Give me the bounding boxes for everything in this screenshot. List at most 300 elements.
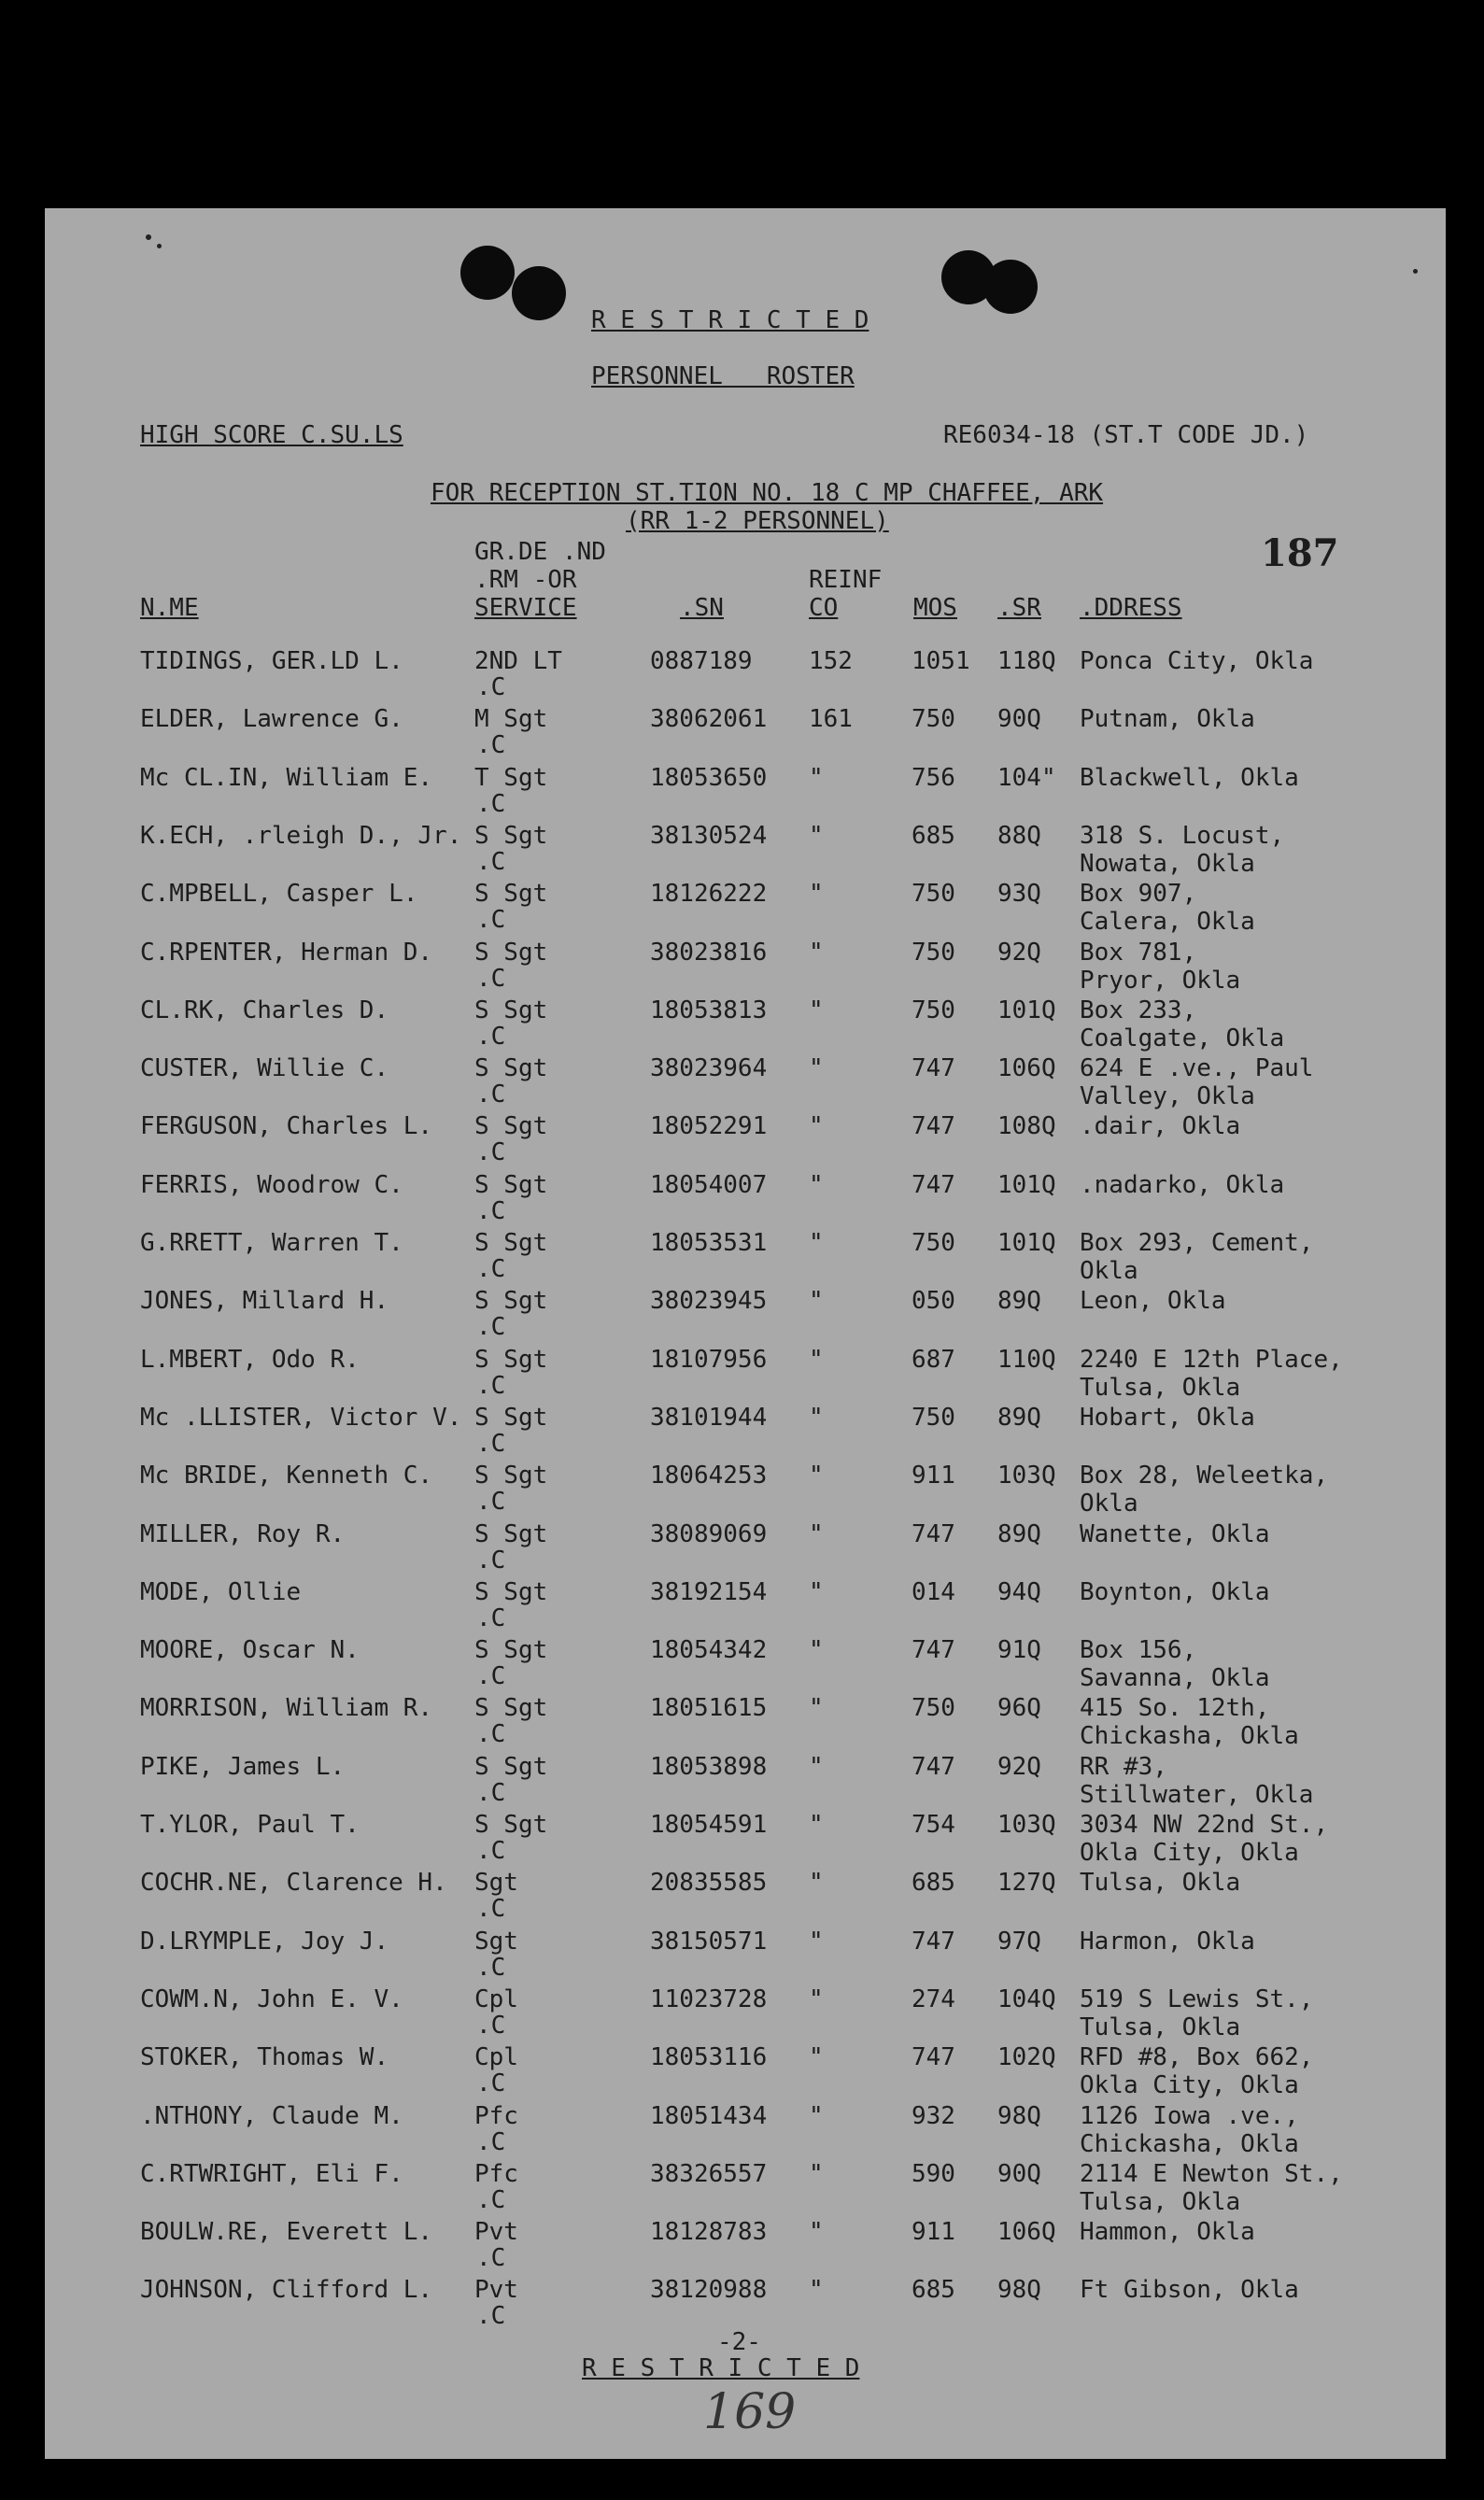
cell-name: FERGUSON, Charles L. xyxy=(140,1112,433,1141)
col-header-mos: MOS xyxy=(913,594,957,622)
cell-mos: 750 xyxy=(912,938,955,967)
cell-addr1: 3034 NW 22nd St., xyxy=(1080,1811,1329,1839)
cell-name: Mc BRIDE, Kenneth C. xyxy=(140,1462,433,1490)
cell-asr: 90Q xyxy=(997,705,1041,734)
roster-row xyxy=(45,2043,1446,2099)
cell-grade: M Sgt xyxy=(474,705,548,734)
cell-asn: 18128783 xyxy=(650,2218,768,2247)
cell-reinf: " xyxy=(809,2276,824,2305)
cell-reinf: " xyxy=(809,1811,824,1839)
cell-asr: 92Q xyxy=(997,938,1041,967)
cell-mos: 754 xyxy=(912,1811,955,1839)
cell-arm: .C xyxy=(476,1662,506,1691)
cell-mos: 685 xyxy=(912,821,955,850)
cell-asn: 18064253 xyxy=(650,1462,768,1490)
cell-addr2: Coalgate, Okla xyxy=(1080,1024,1285,1052)
cell-asr: 89Q xyxy=(997,1287,1041,1316)
cell-name: MILLER, Roy R. xyxy=(140,1519,346,1548)
cell-mos: 687 xyxy=(912,1345,955,1374)
roster-row xyxy=(45,1112,1446,1168)
cell-asn: 18051434 xyxy=(650,2101,768,2130)
cell-grade: 2ND LT xyxy=(474,647,562,675)
cell-asr: 118Q xyxy=(997,647,1056,675)
cell-arm: .C xyxy=(476,1953,506,1982)
cell-grade: S Sgt xyxy=(474,1403,548,1432)
cell-addr1: 2240 E 12th Place, xyxy=(1080,1345,1343,1374)
cell-asr: 101Q xyxy=(997,1229,1056,1257)
cell-asn: 20835585 xyxy=(650,1869,768,1898)
cell-asn: 38023945 xyxy=(650,1287,768,1316)
cell-asn: 38023816 xyxy=(650,938,768,967)
cell-mos: 274 xyxy=(912,1984,955,2013)
cell-name: MODE, Ollie xyxy=(140,1577,302,1606)
roster-row xyxy=(45,1054,1446,1110)
cell-name: CUSTER, Willie C. xyxy=(140,1054,389,1083)
cell-grade: S Sgt xyxy=(474,1811,548,1839)
cell-addr1: Tulsa, Okla xyxy=(1080,1869,1241,1898)
cell-mos: 590 xyxy=(912,2159,955,2188)
cell-mos: 747 xyxy=(912,1112,955,1141)
cell-arm: .C xyxy=(476,789,506,818)
left-caption: HIGH SCORE C.SU.LS xyxy=(140,421,403,449)
roster-row xyxy=(45,880,1446,936)
cell-addr1: 624 E .ve., Paul xyxy=(1080,1054,1314,1083)
cell-asn: 38062061 xyxy=(650,705,768,734)
cell-name: G.RRETT, Warren T. xyxy=(140,1229,403,1257)
cell-grade: Sgt xyxy=(474,1869,518,1898)
cell-asr: 104Q xyxy=(997,1984,1056,2013)
cell-mos: 747 xyxy=(912,1519,955,1548)
cell-asn: 18054342 xyxy=(650,1636,768,1665)
roster-row xyxy=(45,1869,1446,1925)
cell-addr1: RR #3, xyxy=(1080,1752,1167,1781)
cell-arm: .C xyxy=(476,1895,506,1924)
col-header-grade-1: GR.DE .ND xyxy=(474,538,606,566)
cell-arm: .C xyxy=(476,1603,506,1632)
cell-asn: 38101944 xyxy=(650,1403,768,1432)
cell-reinf: " xyxy=(809,1170,824,1199)
cell-mos: 747 xyxy=(912,1054,955,1083)
cell-asr: 106Q xyxy=(997,1054,1056,1083)
cell-grade: Cpl xyxy=(474,1984,518,2013)
cell-reinf: " xyxy=(809,1345,824,1374)
cell-mos: 747 xyxy=(912,2043,955,2072)
cell-arm: .C xyxy=(476,1313,506,1342)
cell-addr1: Box 156, xyxy=(1080,1636,1197,1665)
cell-addr2: Stillwater, Okla xyxy=(1080,1780,1314,1809)
cell-reinf: " xyxy=(809,1927,824,1956)
cell-arm: .C xyxy=(476,731,506,760)
cell-asr: 88Q xyxy=(997,821,1041,850)
cell-name: T.YLOR, Paul T. xyxy=(140,1811,360,1839)
cell-grade: Sgt xyxy=(474,1927,518,1956)
cell-addr1: 519 S Lewis St., xyxy=(1080,1984,1314,2013)
cell-addr1: Box 233, xyxy=(1080,996,1197,1024)
roster-row xyxy=(45,1229,1446,1285)
cell-grade: S Sgt xyxy=(474,1054,548,1083)
cell-grade: S Sgt xyxy=(474,1170,548,1199)
cell-addr1: Box 293, Cement, xyxy=(1080,1229,1314,1257)
cell-grade: S Sgt xyxy=(474,821,548,850)
cell-reinf: " xyxy=(809,1112,824,1141)
personnel-subline: (RR 1-2 PERSONNEL) xyxy=(626,507,889,535)
cell-name: TIDINGS, GER.LD L. xyxy=(140,647,403,675)
cell-reinf: " xyxy=(809,2159,824,2188)
cell-asr: 110Q xyxy=(997,1345,1056,1374)
cell-reinf: " xyxy=(809,1287,824,1316)
cell-arm: .C xyxy=(476,2244,506,2273)
cell-addr1: Wanette, Okla xyxy=(1080,1519,1270,1548)
cell-arm: .C xyxy=(476,906,506,935)
cell-arm: .C xyxy=(476,2069,506,2098)
cell-grade: S Sgt xyxy=(474,1752,548,1781)
cell-reinf: " xyxy=(809,1752,824,1781)
cell-asr: 97Q xyxy=(997,1927,1041,1956)
cell-addr1: Leon, Okla xyxy=(1080,1287,1226,1316)
cell-addr2: Pryor, Okla xyxy=(1080,966,1241,995)
cell-name: Mc CL.IN, William E. xyxy=(140,763,433,792)
cell-addr1: Hobart, Okla xyxy=(1080,1403,1255,1432)
cell-asr: 96Q xyxy=(997,1694,1041,1723)
col-header-reinf-1: REINF xyxy=(809,566,883,594)
cell-grade: T Sgt xyxy=(474,763,548,792)
roster-row xyxy=(45,2160,1446,2216)
ink-speck xyxy=(1413,269,1418,274)
cell-mos: 750 xyxy=(912,996,955,1024)
cell-addr1: 318 S. Locust, xyxy=(1080,821,1285,850)
cell-arm: .C xyxy=(476,1371,506,1400)
cell-name: COCHR.NE, Clarence H. xyxy=(140,1869,447,1898)
cell-arm: .C xyxy=(476,2127,506,2156)
roster-row xyxy=(45,996,1446,1052)
cell-asr: 103Q xyxy=(997,1811,1056,1839)
roster-row xyxy=(45,1462,1446,1518)
cell-grade: S Sgt xyxy=(474,1636,548,1665)
roster-row xyxy=(45,2102,1446,2158)
cell-addr1: .nadarko, Okla xyxy=(1080,1170,1285,1199)
cell-asn: 38120988 xyxy=(650,2276,768,2305)
cell-addr2: Calera, Okla xyxy=(1080,908,1255,937)
cell-addr2: Tulsa, Okla xyxy=(1080,2013,1241,2041)
col-header-asr: .SR xyxy=(997,594,1041,622)
cell-addr2: Tulsa, Okla xyxy=(1080,2187,1241,2216)
cell-addr1: 1126 Iowa .ve., xyxy=(1080,2101,1299,2130)
footer-page-marker: -2- xyxy=(717,2328,761,2356)
roster-row xyxy=(45,1404,1446,1460)
cell-name: CL.RK, Charles D. xyxy=(140,996,389,1024)
cell-asr: 127Q xyxy=(997,1869,1056,1898)
punch-hole-left-b xyxy=(512,266,566,320)
cell-name: JONES, Millard H. xyxy=(140,1287,389,1316)
cell-mos: 685 xyxy=(912,1869,955,1898)
cell-mos: 750 xyxy=(912,1229,955,1257)
cell-asn: 18052291 xyxy=(650,1112,768,1141)
cell-addr2: Savanna, Okla xyxy=(1080,1664,1270,1693)
cell-mos: 750 xyxy=(912,880,955,909)
cell-reinf: " xyxy=(809,1869,824,1898)
roster-row xyxy=(45,1171,1446,1227)
cell-reinf: " xyxy=(809,996,824,1024)
cell-addr2: Tulsa, Okla xyxy=(1080,1373,1241,1402)
cell-grade: S Sgt xyxy=(474,1577,548,1606)
cell-grade: Pvt xyxy=(474,2218,518,2247)
punch-hole-right-b xyxy=(983,260,1038,314)
cell-arm: .C xyxy=(476,1488,506,1517)
cell-name: PIKE, James L. xyxy=(140,1752,346,1781)
ink-speck xyxy=(157,244,162,248)
cell-grade: S Sgt xyxy=(474,996,548,1024)
cell-addr2: Okla xyxy=(1080,1257,1138,1285)
cell-mos: 932 xyxy=(912,2101,955,2130)
cell-asn: 18053116 xyxy=(650,2043,768,2072)
classification-top: R E S T R I C T E D xyxy=(591,306,869,334)
roster-row xyxy=(45,1287,1446,1343)
cell-grade: S Sgt xyxy=(474,1112,548,1141)
cell-name: JOHNSON, Clifford L. xyxy=(140,2276,433,2305)
cell-asn: 38192154 xyxy=(650,1577,768,1606)
cell-asr: 92Q xyxy=(997,1752,1041,1781)
cell-asr: 101Q xyxy=(997,996,1056,1024)
cell-asn: 18053531 xyxy=(650,1229,768,1257)
handwritten-page-number: 169 xyxy=(703,2384,797,2440)
cell-name: .NTHONY, Claude M. xyxy=(140,2101,403,2130)
cell-reinf: 152 xyxy=(809,647,853,675)
cell-grade: S Sgt xyxy=(474,938,548,967)
cell-mos: 1051 xyxy=(912,647,970,675)
roster-row xyxy=(45,1985,1446,2041)
cell-addr1: .dair, Okla xyxy=(1080,1112,1241,1141)
col-header-grade-3: SERVICE xyxy=(474,594,577,622)
cell-arm: .C xyxy=(476,2302,506,2331)
cell-grade: S Sgt xyxy=(474,1287,548,1316)
cell-addr2: Okla xyxy=(1080,1490,1138,1518)
cell-reinf: " xyxy=(809,1462,824,1490)
cell-reinf: 161 xyxy=(809,705,853,734)
cell-asn: 18107956 xyxy=(650,1345,768,1374)
cell-asn: 18053898 xyxy=(650,1752,768,1781)
cell-arm: .C xyxy=(476,1837,506,1865)
cell-reinf: " xyxy=(809,1403,824,1432)
cell-reinf: " xyxy=(809,2101,824,2130)
cell-asr: 93Q xyxy=(997,880,1041,909)
cell-asn: 38326557 xyxy=(650,2159,768,2188)
cell-reinf: " xyxy=(809,1519,824,1548)
cell-arm: .C xyxy=(476,1081,506,1109)
cell-reinf: " xyxy=(809,1054,824,1083)
cell-reinf: " xyxy=(809,1577,824,1606)
cell-name: C.MPBELL, Casper L. xyxy=(140,880,418,909)
cell-mos: 911 xyxy=(912,1462,955,1490)
cell-addr2: Okla City, Okla xyxy=(1080,2071,1299,2100)
cell-grade: S Sgt xyxy=(474,1462,548,1490)
cell-grade: S Sgt xyxy=(474,1694,548,1723)
col-header-name: N.ME xyxy=(140,594,199,622)
roster-row xyxy=(45,1346,1446,1402)
cell-asr: 101Q xyxy=(997,1170,1056,1199)
cell-grade: Pfc xyxy=(474,2159,518,2188)
cell-reinf: " xyxy=(809,2043,824,2072)
cell-addr1: Ft Gibson, Okla xyxy=(1080,2276,1299,2305)
cell-asr: 90Q xyxy=(997,2159,1041,2188)
roster-row xyxy=(45,1520,1446,1576)
cell-name: MORRISON, William R. xyxy=(140,1694,433,1723)
classification-bottom: R E S T R I C T E D xyxy=(582,2354,860,2382)
cell-addr1: Box 907, xyxy=(1080,880,1197,909)
roster-title: PERSONNEL ROSTER xyxy=(591,362,855,390)
cell-name: Mc .LLISTER, Victor V. xyxy=(140,1403,462,1432)
cell-arm: .C xyxy=(476,2011,506,2040)
ink-speck xyxy=(146,234,151,240)
cell-asn: 38130524 xyxy=(650,821,768,850)
cell-addr1: Harmon, Okla xyxy=(1080,1927,1255,1956)
cell-mos: 911 xyxy=(912,2218,955,2247)
cell-addr1: 2114 E Newton St., xyxy=(1080,2159,1343,2188)
cell-addr2: Nowata, Okla xyxy=(1080,849,1255,878)
cell-asr: 103Q xyxy=(997,1462,1056,1490)
cell-reinf: " xyxy=(809,880,824,909)
roster-row xyxy=(45,1636,1446,1692)
cell-reinf: " xyxy=(809,2218,824,2247)
cell-asr: 104" xyxy=(997,763,1056,792)
cell-asn: 18051615 xyxy=(650,1694,768,1723)
cell-arm: .C xyxy=(476,1138,506,1167)
cell-arm: .C xyxy=(476,964,506,993)
cell-asr: 108Q xyxy=(997,1112,1056,1141)
cell-asn: 18053813 xyxy=(650,996,768,1024)
cell-asn: 18054591 xyxy=(650,1811,768,1839)
cell-addr2: Okla City, Okla xyxy=(1080,1839,1299,1867)
col-header-grade-2: .RM -OR xyxy=(474,566,577,594)
cell-arm: .C xyxy=(476,1778,506,1807)
cell-mos: 747 xyxy=(912,1636,955,1665)
cell-asr: 98Q xyxy=(997,2276,1041,2305)
roster-row xyxy=(45,939,1446,995)
cell-name: STOKER, Thomas W. xyxy=(140,2043,389,2072)
cell-mos: 747 xyxy=(912,1170,955,1199)
cell-name: C.RTWRIGHT, Eli F. xyxy=(140,2159,403,2188)
roster-row xyxy=(45,705,1446,761)
cell-mos: 756 xyxy=(912,763,955,792)
cell-asn: 38089069 xyxy=(650,1519,768,1548)
roster-row xyxy=(45,822,1446,878)
roster-row xyxy=(45,1753,1446,1809)
cell-asr: 91Q xyxy=(997,1636,1041,1665)
cell-reinf: " xyxy=(809,821,824,850)
roster-row xyxy=(45,764,1446,820)
cell-asr: 89Q xyxy=(997,1403,1041,1432)
cell-reinf: " xyxy=(809,1229,824,1257)
cell-asn: 38023964 xyxy=(650,1054,768,1083)
cell-arm: .C xyxy=(476,847,506,876)
cell-addr2: Chickasha, Okla xyxy=(1080,1722,1299,1751)
roster-row xyxy=(45,2218,1446,2274)
cell-name: K.ECH, .rleigh D., Jr. xyxy=(140,821,462,850)
punch-hole-left-a xyxy=(460,246,515,300)
cell-asn: 11023728 xyxy=(650,1984,768,2013)
station-line: FOR RECEPTION ST.TION NO. 18 C MP CHAFFEE, ARK xyxy=(431,479,1104,507)
cell-addr1: Hammon, Okla xyxy=(1080,2218,1255,2247)
cell-name: BOULW.RE, Everett L. xyxy=(140,2218,433,2247)
roster-row xyxy=(45,2276,1446,2332)
cell-name: MOORE, Oscar N. xyxy=(140,1636,360,1665)
cell-addr1: Putnam, Okla xyxy=(1080,705,1255,734)
cell-addr1: Box 28, Weleetka, xyxy=(1080,1462,1329,1490)
cell-name: COWM.N, John E. V. xyxy=(140,1984,403,2013)
cell-mos: 050 xyxy=(912,1287,955,1316)
cell-name: C.RPENTER, Herman D. xyxy=(140,938,433,967)
cell-asr: 94Q xyxy=(997,1577,1041,1606)
cell-addr1: Box 781, xyxy=(1080,938,1197,967)
roster-row xyxy=(45,1578,1446,1634)
cell-addr1: Blackwell, Okla xyxy=(1080,763,1299,792)
cell-reinf: " xyxy=(809,763,824,792)
cell-grade: S Sgt xyxy=(474,1519,548,1548)
roster-row xyxy=(45,1811,1446,1867)
cell-mos: 014 xyxy=(912,1577,955,1606)
page-number: 187 xyxy=(1261,531,1339,575)
cell-grade: Pfc xyxy=(474,2101,518,2130)
cell-arm: .C xyxy=(476,1429,506,1458)
cell-grade: Cpl xyxy=(474,2043,518,2072)
cell-mos: 747 xyxy=(912,1752,955,1781)
roster-row xyxy=(45,647,1446,703)
cell-addr2: Valley, Okla xyxy=(1080,1082,1255,1111)
cell-asn: 18053650 xyxy=(650,763,768,792)
cell-addr1: 415 So. 12th, xyxy=(1080,1694,1270,1723)
cell-arm: .C xyxy=(476,1546,506,1575)
cell-reinf: " xyxy=(809,938,824,967)
cell-grade: S Sgt xyxy=(474,1345,548,1374)
cell-arm: .C xyxy=(476,1720,506,1749)
cell-arm: .C xyxy=(476,1196,506,1225)
col-header-asn: .SN xyxy=(680,594,724,622)
cell-asr: 89Q xyxy=(997,1519,1041,1548)
cell-name: D.LRYMPLE, Joy J. xyxy=(140,1927,389,1956)
cell-asn: 0887189 xyxy=(650,647,753,675)
cell-reinf: " xyxy=(809,1694,824,1723)
roster-row xyxy=(45,1694,1446,1750)
col-header-reinf-2: CO xyxy=(809,594,839,622)
cell-arm: .C xyxy=(476,1255,506,1283)
cell-mos: 685 xyxy=(912,2276,955,2305)
cell-arm: .C xyxy=(476,1022,506,1051)
cell-addr1: RFD #8, Box 662, xyxy=(1080,2043,1314,2072)
cell-grade: Pvt xyxy=(474,2276,518,2305)
cell-grade: S Sgt xyxy=(474,1229,548,1257)
cell-reinf: " xyxy=(809,1984,824,2013)
right-caption: RE6034-18 (ST.T CODE JD.) xyxy=(943,421,1309,449)
cell-addr1: Ponca City, Okla xyxy=(1080,647,1314,675)
cell-name: FERRIS, Woodrow C. xyxy=(140,1170,403,1199)
cell-asr: 106Q xyxy=(997,2218,1056,2247)
cell-name: ELDER, Lawrence G. xyxy=(140,705,403,734)
cell-reinf: " xyxy=(809,1636,824,1665)
cell-name: L.MBERT, Odo R. xyxy=(140,1345,360,1374)
cell-asn: 38150571 xyxy=(650,1927,768,1956)
cell-addr1: Boynton, Okla xyxy=(1080,1577,1270,1606)
cell-grade: S Sgt xyxy=(474,880,548,909)
cell-asr: 102Q xyxy=(997,2043,1056,2072)
cell-asn: 18054007 xyxy=(650,1170,768,1199)
cell-mos: 747 xyxy=(912,1927,955,1956)
cell-mos: 750 xyxy=(912,705,955,734)
cell-asn: 18126222 xyxy=(650,880,768,909)
cell-addr2: Chickasha, Okla xyxy=(1080,2129,1299,2158)
cell-arm: .C xyxy=(476,673,506,701)
cell-asr: 98Q xyxy=(997,2101,1041,2130)
cell-mos: 750 xyxy=(912,1403,955,1432)
col-header-address: .DDRESS xyxy=(1080,594,1182,622)
